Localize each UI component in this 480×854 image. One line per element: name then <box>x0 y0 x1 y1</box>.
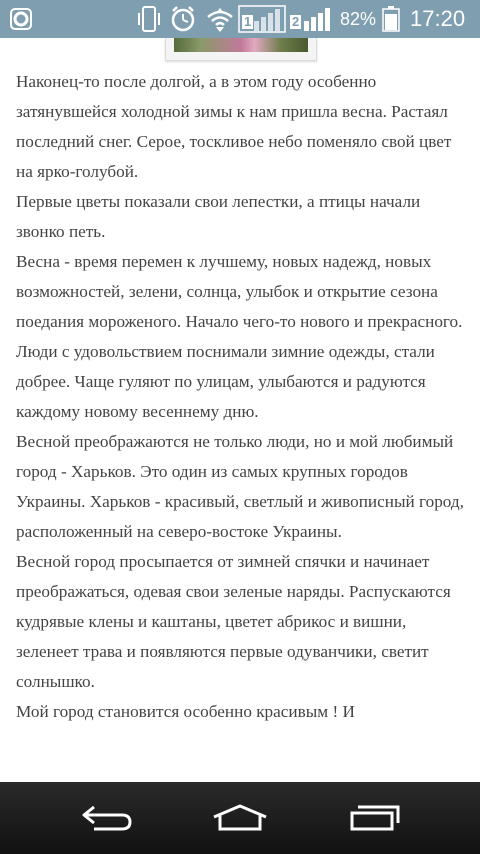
article-paragraph: Наконец-то после долгой, а в этом году особенно затянувшейся холодной зимы к нам пришла весна. Растаял последний снег. Серое, тоскливое небо поменяло свой цвет на ярко-голубой. <box>16 72 452 181</box>
article-paragraph: Весна - время перемен к лучшему, новых надежд, новых возможностей, зелени, солнца, улыбок и открытие сезона поедания мороженого. Начало чего-то нового и прекрасного. <box>16 252 463 331</box>
home-button[interactable] <box>205 796 275 840</box>
article-photo <box>174 38 308 52</box>
sim2-signal <box>288 5 334 33</box>
article-paragraph: Первые цветы показали свои лепестки, а птицы начали звонко петь. <box>16 192 421 241</box>
wifi-icon <box>204 5 236 33</box>
home-icon <box>211 803 269 833</box>
navigation-bar <box>0 782 480 854</box>
back-icon <box>80 803 134 833</box>
battery-percent: 82% <box>340 9 377 29</box>
article-paragraph: Весной преображаются не только люди, но и мой любимый город - Харьков. Это один из самых крупных городов Украины. Харьков - красивый, светлый и живописный город, расположенный на северо-востоке Украины. <box>16 432 464 541</box>
sim2-label: 2 <box>292 14 300 29</box>
vibrate-icon <box>136 5 162 33</box>
battery-icon <box>382 6 400 32</box>
clock-time: 17:20 <box>410 6 466 31</box>
alarm-clock-icon <box>168 5 198 33</box>
article-paragraph: Мой город становится особенно красивым ! И <box>16 702 355 721</box>
article-paragraph: Весной город просыпается от зимней спячки и начинает преображаться, одевая свои зеленые наряды. Распускаются кудрявые клены и каштаны, цветет абрикос и вишни, зеленеет трава и появляются первые одуванчики, светит солнышко. <box>16 552 451 691</box>
article-text <box>16 67 471 727</box>
status-bar <box>0 0 480 38</box>
recent-apps-button[interactable] <box>340 796 410 840</box>
article-paragraph: Люди с удовольствием поснимали зимние одежды, стали добрее. Чаще гуляют по улицам, улыбаются и радуются каждому новому весеннему дню. <box>16 342 435 421</box>
recent-apps-icon <box>348 803 402 833</box>
circle-logo-icon <box>10 8 32 30</box>
back-button[interactable] <box>72 796 142 840</box>
sim1-label: 1 <box>244 14 252 29</box>
article-image[interactable] <box>165 38 317 61</box>
sim1-signal <box>238 5 286 33</box>
